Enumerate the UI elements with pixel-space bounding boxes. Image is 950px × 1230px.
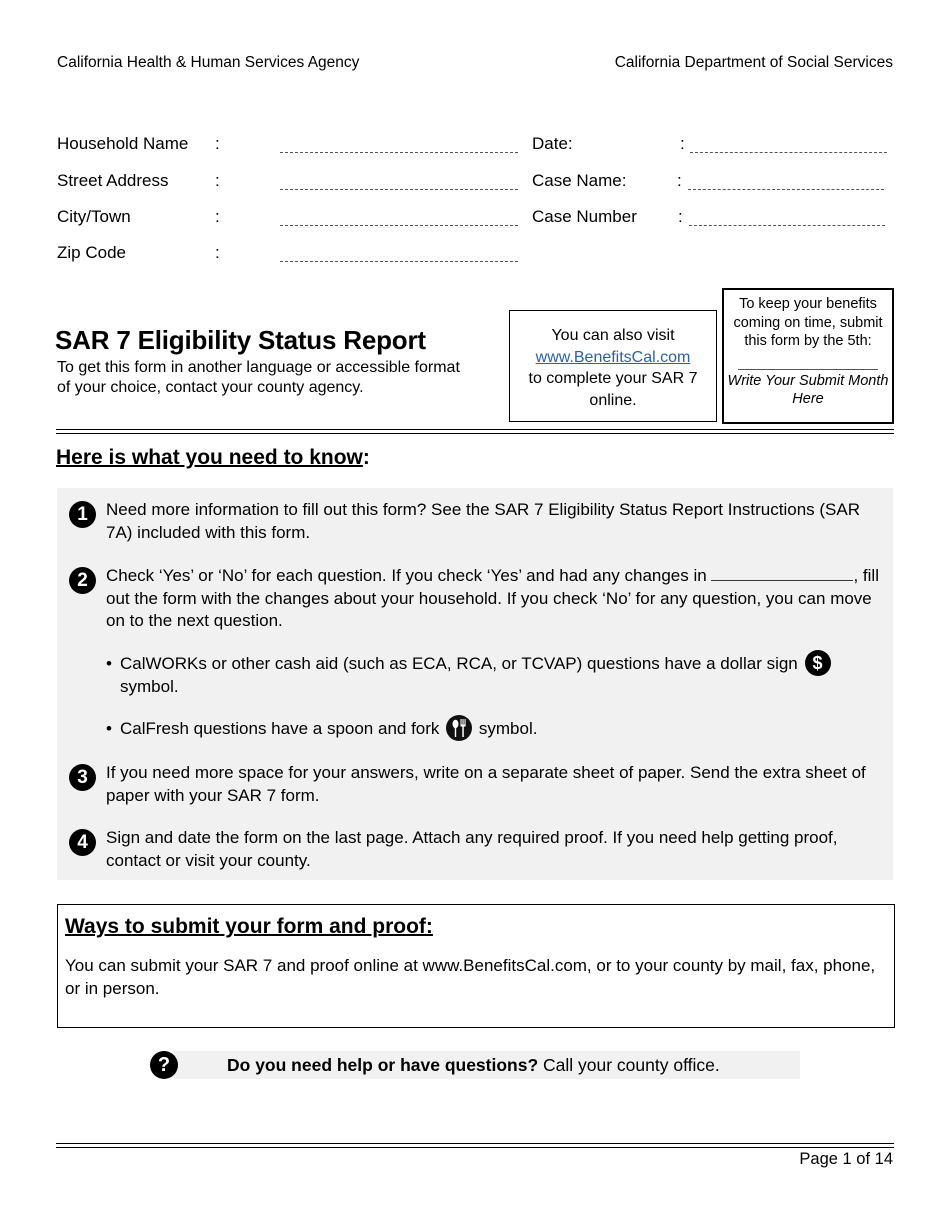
deadline-text: To keep your benefits coming on time, submit this form by the 5th:	[733, 296, 883, 349]
visit-line1: You can also visit	[551, 327, 675, 344]
bullet-dot: •	[106, 719, 112, 738]
bullet-dot: •	[106, 654, 112, 673]
heading-colon: :	[362, 446, 370, 469]
zip-code-field[interactable]	[280, 261, 518, 262]
street-address-label: Street Address	[57, 171, 169, 190]
step-number-2-icon: 2	[69, 567, 96, 594]
city-town-label: City/Town	[57, 207, 131, 226]
page-number: Page 1 of 14	[799, 1150, 893, 1168]
agency-header: California Health & Human Services Agency	[57, 54, 360, 71]
help-text	[227, 1055, 720, 1076]
step-text: Need more information to fill out this form? See the SAR 7 Eligibility Status Report Instructions (SAR 7A) included with this form.	[106, 500, 860, 542]
instruction-step	[77, 762, 891, 807]
visit-line2: to complete your SAR 7 online.	[528, 370, 698, 409]
colon: :	[215, 134, 220, 153]
colon: :	[215, 207, 220, 226]
colon: :	[215, 171, 220, 190]
case-name-field[interactable]	[688, 189, 884, 190]
household-name-field[interactable]	[280, 152, 518, 153]
case-number-field[interactable]	[689, 225, 885, 226]
help-instruction: Call your county office.	[538, 1055, 720, 1075]
bullet-text: symbol.	[478, 719, 538, 738]
submit-month-caption: Write Your Submit Month Here	[727, 372, 889, 407]
submit-info-box	[57, 904, 895, 1028]
bullet-item-calfresh	[106, 718, 890, 741]
zip-code-label: Zip Code	[57, 243, 126, 262]
spoon-fork-icon	[446, 715, 472, 741]
spoon-fork-glyph	[446, 715, 472, 741]
bullet-text: symbol.	[120, 676, 179, 696]
city-town-field[interactable]	[280, 225, 518, 226]
colon: :	[680, 134, 685, 153]
submit-heading: Ways to submit your form and proof:	[65, 915, 433, 938]
footer-divider	[56, 1143, 894, 1148]
date-label: Date:	[532, 134, 573, 153]
colon: :	[678, 207, 683, 226]
need-to-know-heading	[56, 446, 370, 470]
step-text: If you need more space for your answers, write on a separate sheet of paper. Send the extra sheet of paper with your SAR 7 form.	[106, 763, 866, 805]
colon: :	[677, 171, 682, 190]
step-text: Check ‘Yes’ or ‘No’ for each question. If you check ‘Yes’ and had any changes in	[106, 566, 707, 585]
step-text: , fill out the form with the changes about your household. If you check ‘No’ for any question, you can move on to the next question.	[106, 566, 879, 630]
step-number-4-icon: 4	[69, 829, 96, 856]
instructions-panel	[57, 488, 893, 880]
need-to-know-heading-text: Here is what you need to know	[56, 446, 363, 469]
instruction-step	[77, 827, 891, 872]
bullet-text: CalFresh questions have a spoon and fork	[120, 719, 440, 738]
household-name-label: Household Name	[57, 134, 189, 153]
submit-body: You can submit your SAR 7 and proof online at www.BenefitsCal.com, or to your county by mail, fax, phone, or in person.	[65, 956, 876, 998]
case-number-label: Case Number	[532, 207, 637, 226]
help-question: Do you need help or have questions?	[227, 1055, 539, 1075]
department-header: California Department of Social Services	[614, 54, 893, 71]
instruction-step	[77, 565, 891, 633]
benefitscal-link[interactable]: www.BenefitsCal.com	[535, 348, 691, 366]
submit-deadline-box	[722, 288, 894, 424]
submit-month-field[interactable]	[738, 369, 878, 370]
section-divider	[56, 429, 894, 434]
case-name-label: Case Name:	[532, 171, 627, 190]
instruction-step	[77, 499, 891, 544]
step-number-3-icon: 3	[69, 764, 96, 791]
date-field[interactable]	[690, 152, 887, 153]
accessibility-note: To get this form in another language or accessible format of your choice, contact your county agency.	[57, 359, 460, 396]
online-visit-box	[509, 310, 717, 422]
blank-line	[711, 580, 853, 581]
question-mark-icon: ?	[150, 1051, 178, 1079]
colon: :	[215, 243, 220, 262]
step-number-1-icon: 1	[69, 501, 96, 528]
street-address-field[interactable]	[280, 189, 518, 190]
step-text: Sign and date the form on the last page. Attach any required proof. If you need help getting proof, contact or visit your county.	[106, 828, 838, 870]
bullet-item-calworks	[106, 652, 890, 698]
page-title: SAR 7 Eligibility Status Report	[55, 325, 426, 355]
dollar-sign-icon: $	[805, 650, 831, 676]
bullet-text: CalWORKs or other cash aid (such as ECA, RCA, or TCVAP) questions have a dollar sign	[120, 654, 798, 673]
